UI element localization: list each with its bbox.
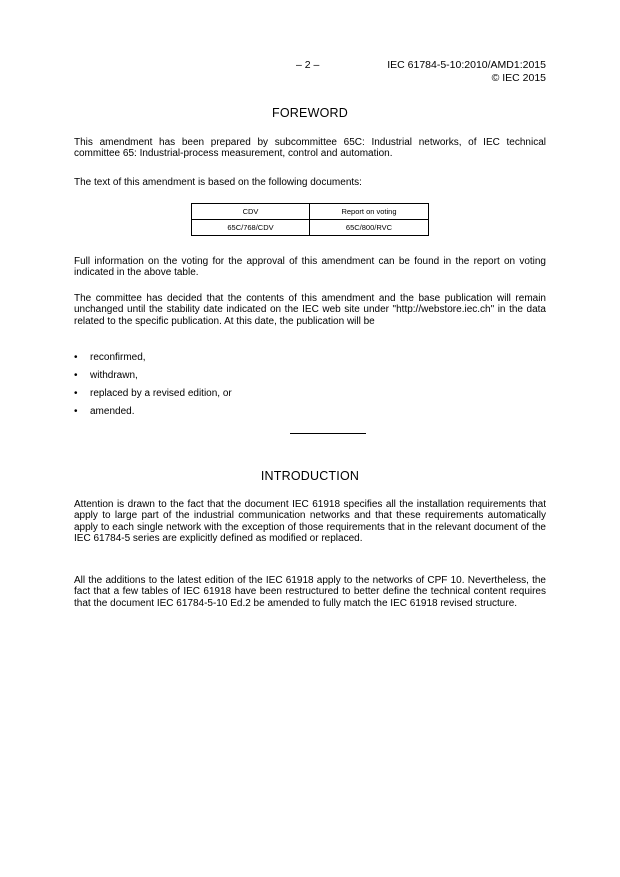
introduction-paragraph-2: All the additions to the latest edition of the IEC 61918 apply to the networks of CPF 10. Nevertheless, the fact that a few tables of IEC 61918 have been restructured to better define the technical content requires that the document IEC 61784-5-10 Ed.2 be amended to fully match the IEC 61918 revised structure. (74, 575, 546, 609)
list-item-text: replaced by a revised edition, or (90, 388, 232, 399)
introduction-paragraph-1: Attention is drawn to the fact that the document IEC 61918 specifies all the installation requirements that apply to large part of the industrial communication networks and that these requirements automatically apply to each single network with the exception of those requirements that in the relevant document of the IEC 61784-5 series are explicitly defined as modified or replaced. (74, 499, 546, 544)
publication-status-list (74, 352, 232, 424)
table-header-report: Report on voting (310, 204, 429, 220)
bullet-icon: • (74, 352, 78, 363)
list-item (74, 388, 232, 406)
table-cell-rvc: 65C/800/RVC (310, 220, 429, 236)
list-item (74, 352, 232, 370)
table-header-row (192, 204, 429, 220)
introduction-heading: INTRODUCTION (260, 469, 360, 483)
list-item (74, 406, 232, 424)
foreword-paragraph-2: The text of this amendment is based on the following documents: (74, 177, 362, 188)
copyright-line: © IEC 2015 (491, 71, 546, 84)
list-item-text: reconfirmed, (90, 352, 146, 363)
document-reference (387, 59, 546, 84)
list-item-text: amended. (90, 406, 135, 417)
section-divider (290, 433, 366, 434)
table-cell-cdv: 65C/768/CDV (192, 220, 310, 236)
bullet-icon: • (74, 370, 78, 381)
foreword-paragraph-4: The committee has decided that the contents of this amendment and the base publication will remain unchanged until the stability date indicated on the IEC web site under "http://webstore.iec.ch" in the data related to the specific publication. At this date, the publication will be (74, 293, 546, 327)
foreword-paragraph-1: This amendment has been prepared by subcommittee 65C: Industrial networks, of IEC technical committee 65: Industrial-process measurement, control and automation. (74, 137, 546, 160)
bullet-icon: • (74, 388, 78, 399)
voting-documents-table (191, 203, 429, 236)
list-item-text: withdrawn, (90, 370, 138, 381)
document-id: IEC 61784-5-10:2010/AMD1:2015 (387, 59, 546, 71)
bullet-icon: • (74, 406, 78, 417)
page-number: – 2 – (296, 59, 320, 71)
foreword-heading: FOREWORD (272, 106, 348, 120)
foreword-paragraph-3: Full information on the voting for the approval of this amendment can be found in the report on voting indicated in the above table. (74, 256, 546, 279)
table-row (192, 220, 429, 236)
table-header-cdv: CDV (192, 204, 310, 220)
list-item (74, 370, 232, 388)
